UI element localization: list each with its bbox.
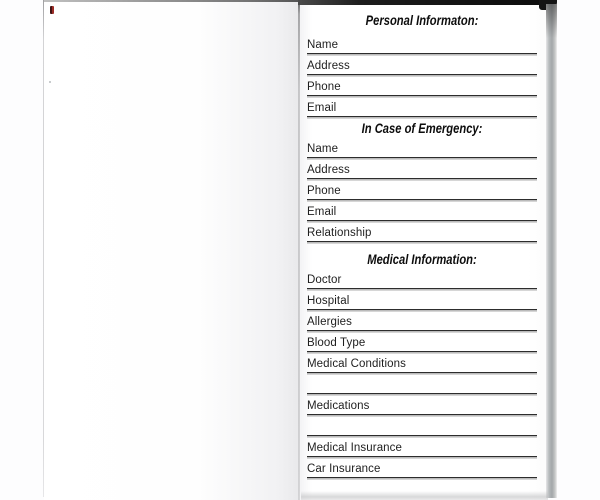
field-label: Phone [307, 185, 341, 197]
book-gutter-fold [298, 0, 300, 500]
field-label: Hospital [307, 295, 350, 307]
section-rows [307, 33, 537, 117]
form-field-row [307, 137, 537, 158]
field-label: Address [307, 60, 350, 72]
section-medical-information [307, 250, 537, 478]
section-rows [307, 137, 537, 242]
field-label: Medications [307, 400, 370, 412]
field-label: Email [307, 102, 337, 114]
form-field-row [307, 158, 537, 179]
form-field-row [307, 33, 537, 54]
section-rows [307, 268, 537, 478]
section-in-case-of-emergency [307, 119, 537, 242]
field-label: Allergies [307, 316, 353, 328]
blank-line-row [307, 373, 537, 394]
field-label: Medical Conditions [307, 358, 406, 370]
form-field-row [307, 179, 537, 200]
field-label: Blood Type [307, 337, 366, 349]
field-label: Name [307, 39, 339, 51]
field-label: Relationship [307, 227, 372, 239]
field-label: Doctor [307, 274, 342, 286]
form-field-row [307, 96, 537, 117]
field-label: Name [307, 143, 339, 155]
form-field-row [307, 268, 537, 289]
form-field-row [307, 436, 537, 457]
page-stack-edge-shadow [546, 4, 557, 38]
section-personal-information [307, 10, 537, 117]
scan-top-edge-line [44, 0, 299, 2]
form-field-row [307, 75, 537, 96]
left-page-edge-line [43, 0, 44, 497]
form-field-row [307, 221, 537, 242]
field-label: Car Insurance [307, 463, 381, 475]
form-field-row [307, 457, 537, 478]
left-blank-page [44, 0, 299, 500]
blank-line-row [307, 415, 537, 436]
section-title: Personal Informaton: [365, 12, 479, 28]
field-label: Address [307, 164, 350, 176]
page-stack-right-edge [546, 4, 557, 498]
form-field-row [307, 352, 537, 373]
form-field-row [307, 200, 537, 221]
field-label: Phone [307, 81, 341, 93]
form-field-row [307, 54, 537, 75]
section-title: In Case of Emergency: [361, 120, 483, 136]
form-field-row [307, 289, 537, 310]
red-ink-mark [50, 6, 54, 14]
form-field-row [307, 331, 537, 352]
form-field-row [307, 394, 537, 415]
field-label: Email [307, 206, 337, 218]
field-label: Medical Insurance [307, 442, 403, 454]
form-field-row [307, 310, 537, 331]
section-title: Medical Information: [367, 251, 477, 267]
dust-speck [49, 81, 51, 83]
personal-info-form [307, 0, 537, 500]
